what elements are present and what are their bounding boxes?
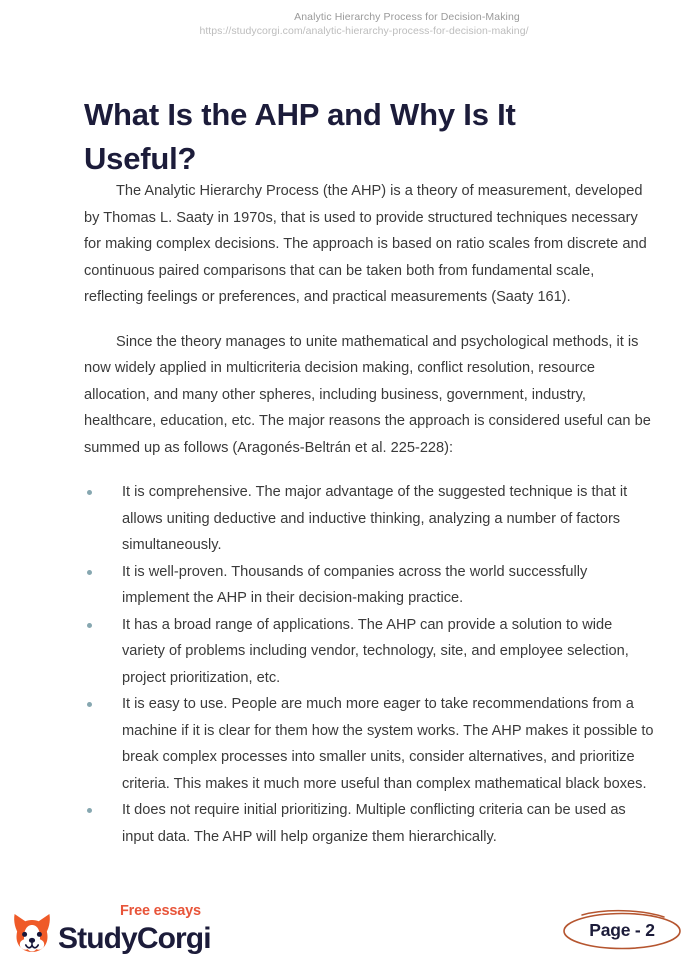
article-body — [84, 178, 654, 850]
logo-wordmark: StudyCorgi — [58, 922, 211, 955]
page-number-label: Page - 2 — [589, 919, 655, 940]
bullet-dot-icon — [87, 623, 92, 628]
list-item-text: It is well-proven. Thousands of companies across the world successfully implement the AHP in their decision-making practice. — [122, 563, 588, 606]
benefits-bullet-list — [84, 479, 654, 850]
paragraph-2: Since the theory manages to unite mathematical and psychological methods, it is now widely applied in multicriteria decision making, conflict resolution, resource allocation, and many other spheres, including business, government, industry, healthcare, education, etc. The major reasons the approach is considered useful can be summed up as follows (Aragonés-Beltrán et al. 225-228): — [84, 333, 651, 456]
header-source-url: https://studycorgi.com/analytic-hierarchy-process-for-decision-making/ — [199, 25, 529, 37]
list-item — [84, 691, 654, 797]
paragraph-1: The Analytic Hierarchy Process (the AHP) is a theory of measurement, developed by Thomas L. Saaty in 1970s, that is used to provide structured techniques necessary for making complex decisions. The approach is based on ratio scales from discrete and continuous paired comparisons that can be taken both from fundamental scale, reflecting feelings or preferences, and practical measurements (Saaty 161). — [84, 183, 647, 305]
bullet-dot-icon — [87, 490, 92, 495]
studycorgi-logo[interactable] — [12, 903, 211, 955]
logo-text-group — [58, 903, 211, 955]
list-item — [84, 559, 654, 612]
list-item — [84, 797, 654, 850]
document-header — [0, 10, 698, 39]
page-number-badge — [560, 906, 684, 952]
list-item-text: It is easy to use. People are much more eager to take recommendations from a machine if it is clear for them how the system works. The AHP makes it possible to break complex processes into smaller units, consider alternatives, and prioritize criteria. This makes it much more useful than complex mathematical black boxes. — [122, 696, 654, 792]
bullet-dot-icon — [87, 702, 92, 707]
logo-tagline: Free essays — [120, 903, 201, 919]
list-item-text: It is comprehensive. The major advantage of the suggested technique is that it allows uniting deductive and inductive thinking, analyzing a number of factors simultaneously. — [122, 484, 628, 553]
bullet-dot-icon — [87, 808, 92, 813]
list-item-text: It does not require initial prioritizing. Multiple conflicting criteria can be used as input data. The AHP will help organize them hierarchically. — [122, 802, 626, 845]
bullet-dot-icon — [87, 570, 92, 575]
page-title: What Is the AHP and Why Is It Useful? — [84, 96, 516, 176]
list-item — [84, 612, 654, 692]
corgi-mascot-icon — [12, 909, 52, 953]
page-footer — [0, 880, 698, 964]
list-item — [84, 479, 654, 559]
header-document-title: Analytic Hierarchy Process for Decision-Making — [294, 11, 520, 23]
list-item-text: It has a broad range of applications. The AHP can provide a solution to wide variety of problems including vendor, technology, site, and employee selection, project prioritization, etc. — [122, 616, 629, 686]
